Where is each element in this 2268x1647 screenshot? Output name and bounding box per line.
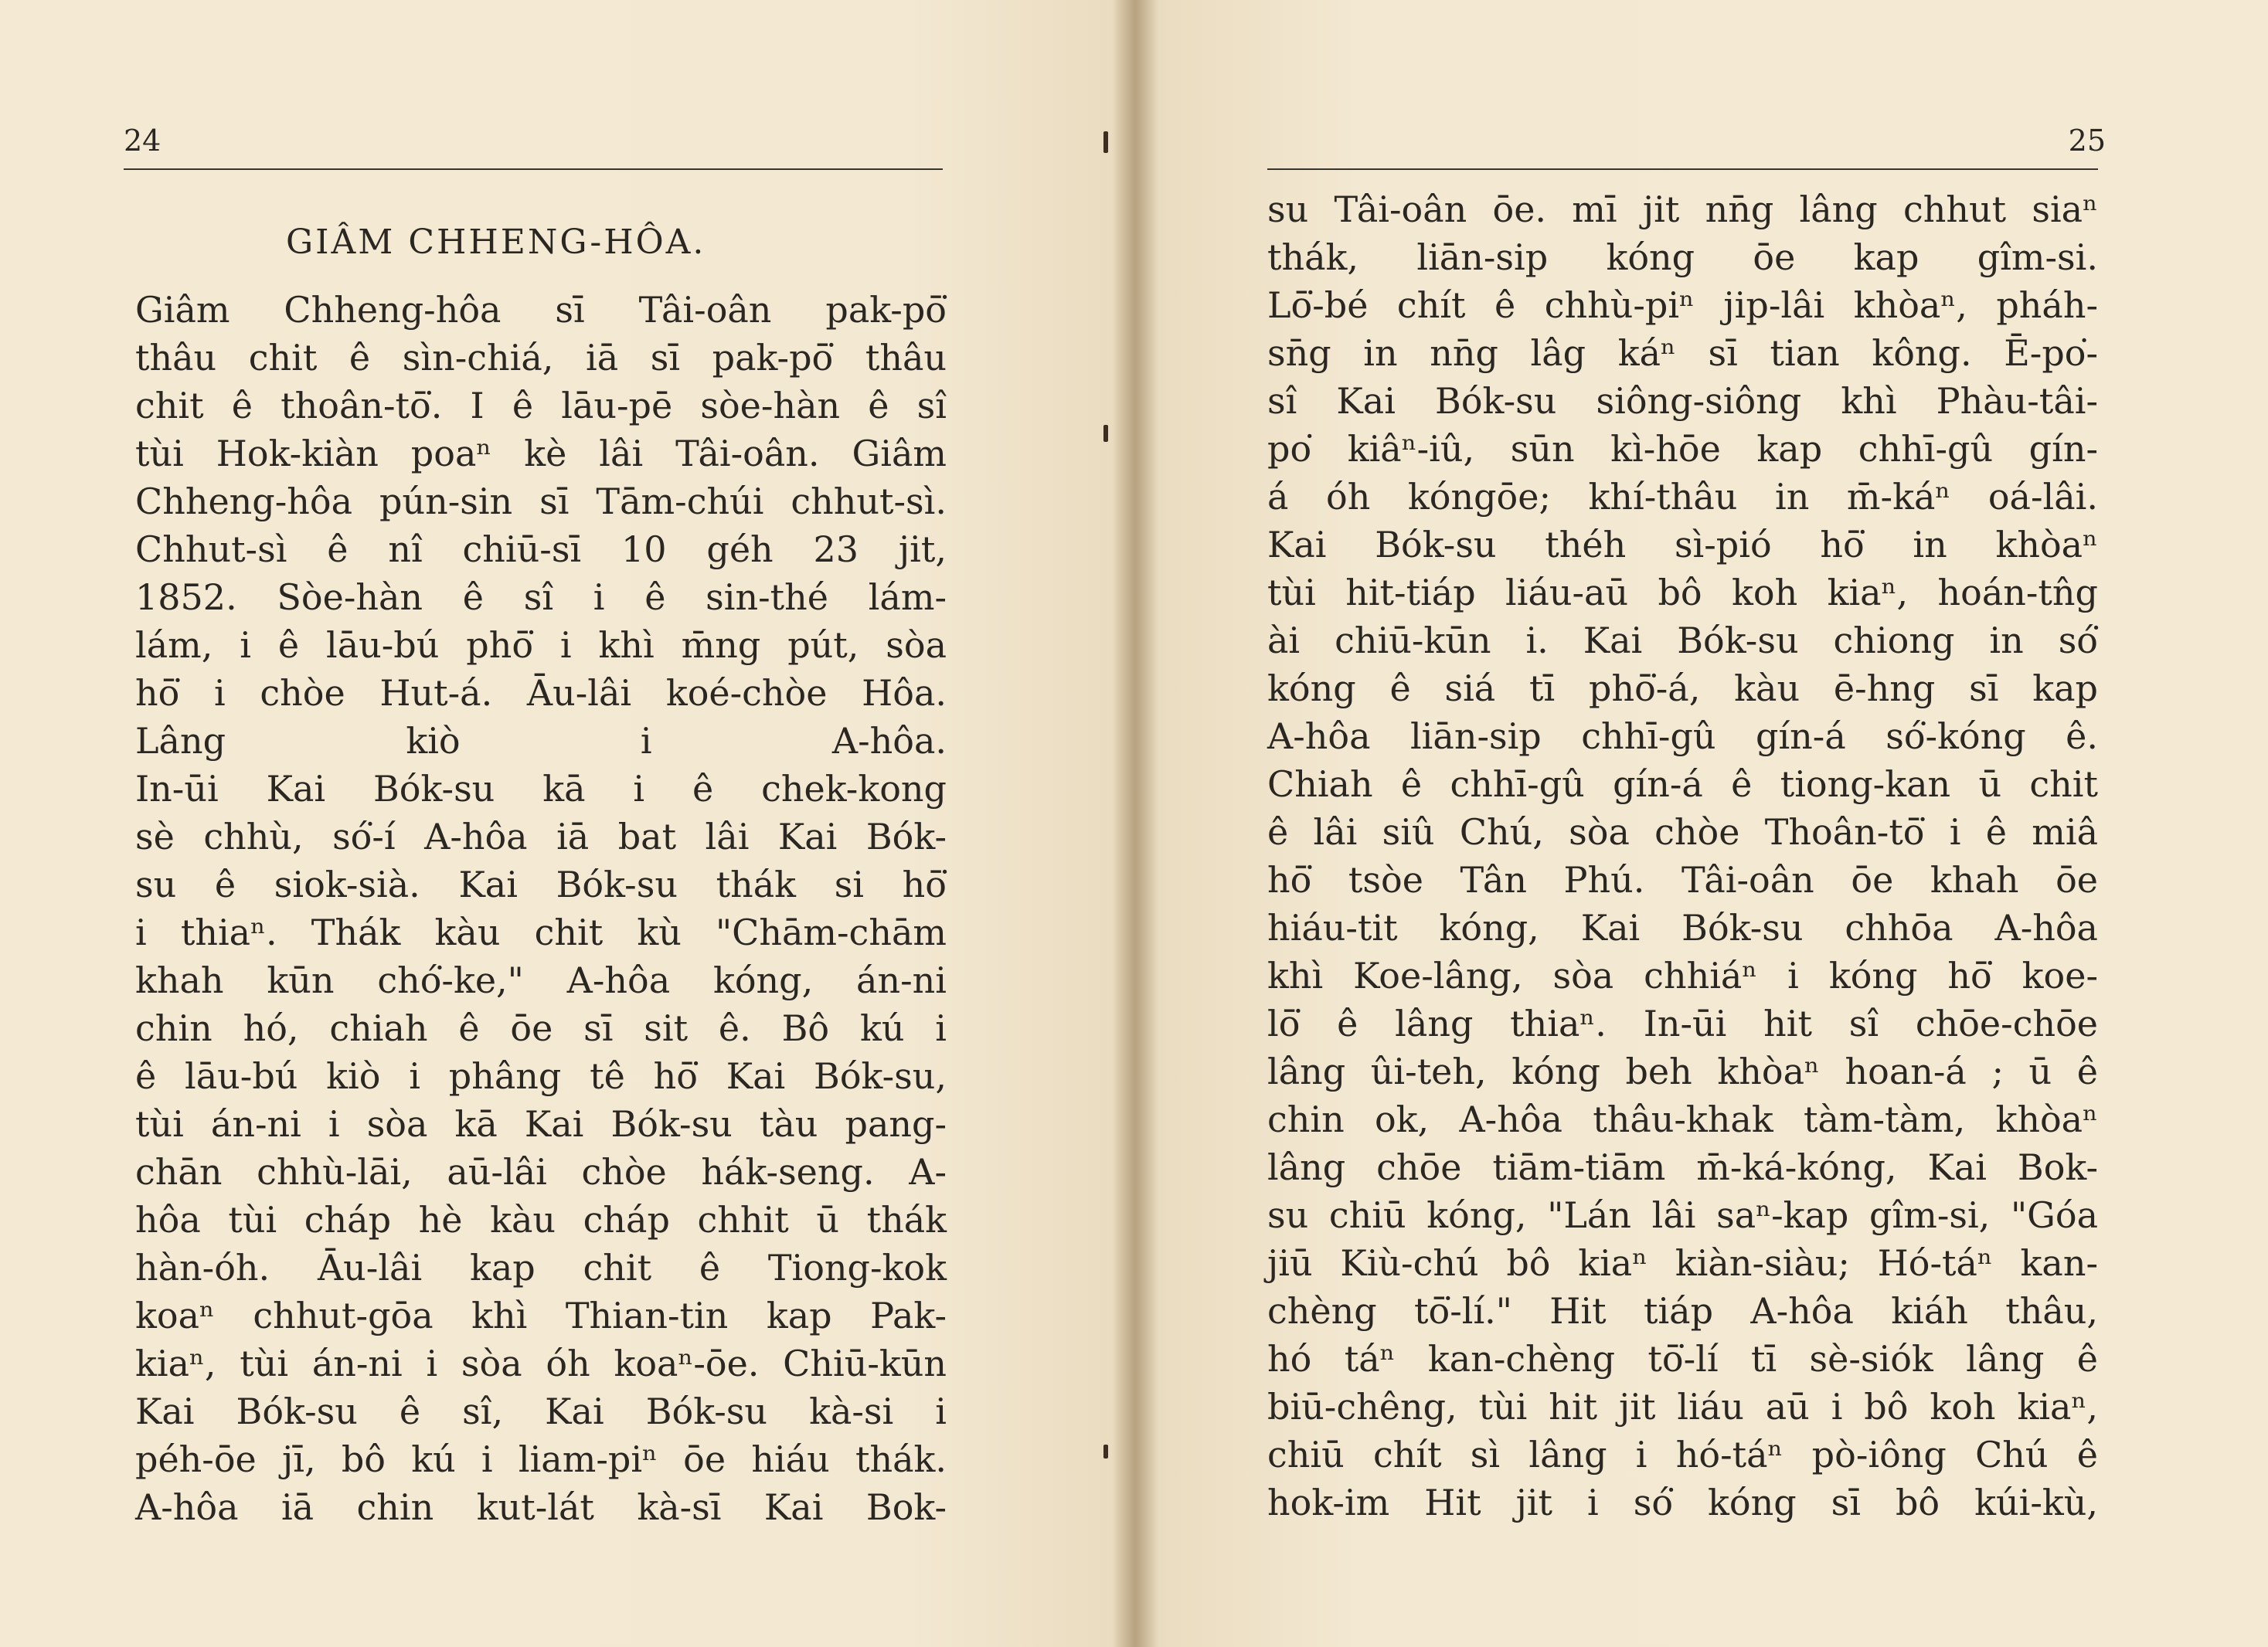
text-line: A-hôa liān-sip chhī-gû gín-á só͘-kóng ê. bbox=[1267, 715, 2098, 757]
text-line: biū-chêng, tùi hit jit liáu aū i bô koh kiaⁿ, bbox=[1267, 1386, 2098, 1428]
body-text bbox=[135, 286, 947, 1531]
text-line: hō͘ tsòe Tân Phú. Tâi-oân ōe khah ōe bbox=[1267, 859, 2098, 901]
text-line: péh-ōe jī, bô kú i liam-piⁿ ōe hiáu thák. bbox=[135, 1438, 947, 1480]
text-line: khì Koe-lâng, sòa chhiáⁿ i kóng hō͘ koe- bbox=[1267, 955, 2098, 997]
text-line: sî Kai Bók-su siông-siông khì Phàu-tâi- bbox=[1267, 380, 2098, 422]
text-line: chān chhù-lāi, aū-lâi chòe hák-seng. A- bbox=[135, 1151, 947, 1193]
text-line: chin ok, A-hôa thâu-khak tàm-tàm, khòaⁿ bbox=[1267, 1099, 2098, 1140]
text-line: thák, liān-sip kóng ōe kap gîm-si. bbox=[1267, 236, 2098, 278]
text-line: Giâm Chheng-hôa sī Tâi-oân pak-pō͘ bbox=[135, 289, 947, 331]
text-line: hok-im Hit jit i só͘ kóng sī bô kúi-kù, bbox=[1267, 1482, 2098, 1523]
text-line: tùi hit-tiáp liáu-aū bô koh kiaⁿ, hoán-tn̂g bbox=[1267, 572, 2098, 613]
text-line: kóng ê siá tī phō͘-á, kàu ē-hng sī kap bbox=[1267, 667, 2098, 709]
text-line: 1852. Sòe-hàn ê sî i ê sin-thé lám- bbox=[135, 576, 947, 618]
text-line: po͘ kiâⁿ-iû, sūn kì-hōe kap chhī-gû gín- bbox=[1267, 428, 2098, 470]
text-line: tùi Hok-kiàn poaⁿ kè lâi Tâi-oân. Giâm bbox=[135, 433, 947, 474]
text-line: Chiah ê chhī-gû gín-á ê tiong-kan ū chit bbox=[1267, 763, 2098, 805]
text-line: tùi án-ni i sòa kā Kai Bók-su tàu pang- bbox=[135, 1103, 947, 1145]
header-rule bbox=[1267, 168, 2098, 170]
text-line: su Tâi-oân ōe. mī jit nn̄g lâng chhut siaⁿ bbox=[1267, 188, 2098, 230]
text-line: A-hôa iā chin kut-lát kà-sī Kai Bok- bbox=[135, 1486, 947, 1528]
header-rule bbox=[124, 168, 943, 170]
text-line: lám, i ê lāu-bú phō͘ i khì m̄ng pút, sòa bbox=[135, 624, 947, 666]
text-line: Lâng kiò i A-hôa. bbox=[135, 720, 947, 762]
text-line: Chheng-hôa pún-sin sī Tām-chúi chhut-sì. bbox=[135, 481, 947, 522]
text-line: á óh kóngōe; khí-thâu in m̄-káⁿ oá-lâi. bbox=[1267, 476, 2098, 518]
text-line: Chhut-sì ê nî chiū-sī 10 géh 23 jit, bbox=[135, 528, 947, 570]
text-line: hiáu-tit kóng, Kai Bók-su chhōa A-hôa bbox=[1267, 907, 2098, 949]
text-line: khah kūn chó͘-ke," A-hôa kóng, án-ni bbox=[135, 959, 947, 1001]
text-line: lâng ûi-teh, kóng beh khòaⁿ hoan-á ; ū ê bbox=[1267, 1051, 2098, 1092]
text-line: thâu chit ê sìn-chiá, iā sī pak-pō͘ thâu bbox=[135, 337, 947, 379]
text-line: ê lāu-bú kiò i phâng tê hō͘ Kai Bók-su, bbox=[135, 1055, 947, 1097]
text-line: hôa tùi cháp hè kàu cháp chhit ū thák bbox=[135, 1199, 947, 1241]
page-number: 25 bbox=[2068, 124, 2106, 158]
text-line: su ê siok-sià. Kai Bók-su thák si hō͘ bbox=[135, 864, 947, 905]
text-line: sè chhù, só͘-í A-hôa iā bat lâi Kai Bók- bbox=[135, 816, 947, 857]
text-line: koaⁿ chhut-gōa khì Thian-tin kap Pak- bbox=[135, 1295, 947, 1336]
text-line: ê lâi siû Chú, sòa chòe Thoân-tō͘ i ê miâ bbox=[1267, 811, 2098, 853]
text-line: Lō͘-bé chít ê chhù-piⁿ jip-lâi khòaⁿ, pháh- bbox=[1267, 284, 2098, 326]
page-number: 24 bbox=[124, 124, 162, 158]
text-line: In-ūi Kai Bók-su kā i ê chek-kong bbox=[135, 768, 947, 810]
text-line: chiū chít sì lâng i hó-táⁿ pò-iông Chú ê bbox=[1267, 1434, 2098, 1476]
text-line: su chiū kóng, "Lán lâi saⁿ-kap gîm-si, "Góa bbox=[1267, 1194, 2098, 1236]
text-line: hàn-óh. Āu-lâi kap chit ê Tiong-kok bbox=[135, 1247, 947, 1289]
text-line: i thiaⁿ. Thák kàu chit kù "Chām-chām bbox=[135, 912, 947, 953]
text-line: lō͘ ê lâng thiaⁿ. In-ūi hit sî chōe-chōe bbox=[1267, 1003, 2098, 1044]
text-line: jiū Kiù-chú bô kiaⁿ kiàn-siàu; Hó-táⁿ kan- bbox=[1267, 1242, 2098, 1284]
text-line: ài chiū-kūn i. Kai Bók-su chiong in só͘ bbox=[1267, 620, 2098, 661]
text-line: Kai Bók-su ê sî, Kai Bók-su kà-si i bbox=[135, 1391, 947, 1432]
text-line: chin hó, chiah ê ōe sī sit ê. Bô kú i bbox=[135, 1007, 947, 1049]
text-line: chèng tō͘-lí." Hit tiáp A-hôa kiáh thâu, bbox=[1267, 1290, 2098, 1332]
text-line: hó táⁿ kan-chèng tō͘-lí tī sè-siók lâng ê bbox=[1267, 1338, 2098, 1380]
text-line: sn̄g in nn̄g lâg káⁿ sī tian kông. Ē-po͘- bbox=[1267, 332, 2098, 374]
text-line: hō͘ i chòe Hut-á. Āu-lâi koé-chòe Hôa. bbox=[135, 672, 947, 714]
left-page bbox=[0, 0, 1113, 1647]
text-line: chit ê thoân-tō͘. I ê lāu-pē sòe-hàn ê sî bbox=[135, 385, 947, 426]
text-line: Kai Bók-su théh sì-pió hō͘ in khòaⁿ bbox=[1267, 524, 2098, 565]
chapter-title: GIÂM CHHENG-HÔA. bbox=[286, 222, 706, 262]
right-page bbox=[1136, 0, 2268, 1647]
text-line: kiaⁿ, tùi án-ni i sòa óh koaⁿ-ōe. Chiū-kūn bbox=[135, 1343, 947, 1384]
text-line: lâng chōe tiām-tiām m̄-ká-kóng, Kai Bok- bbox=[1267, 1146, 2098, 1188]
body-text bbox=[1267, 185, 2098, 1526]
